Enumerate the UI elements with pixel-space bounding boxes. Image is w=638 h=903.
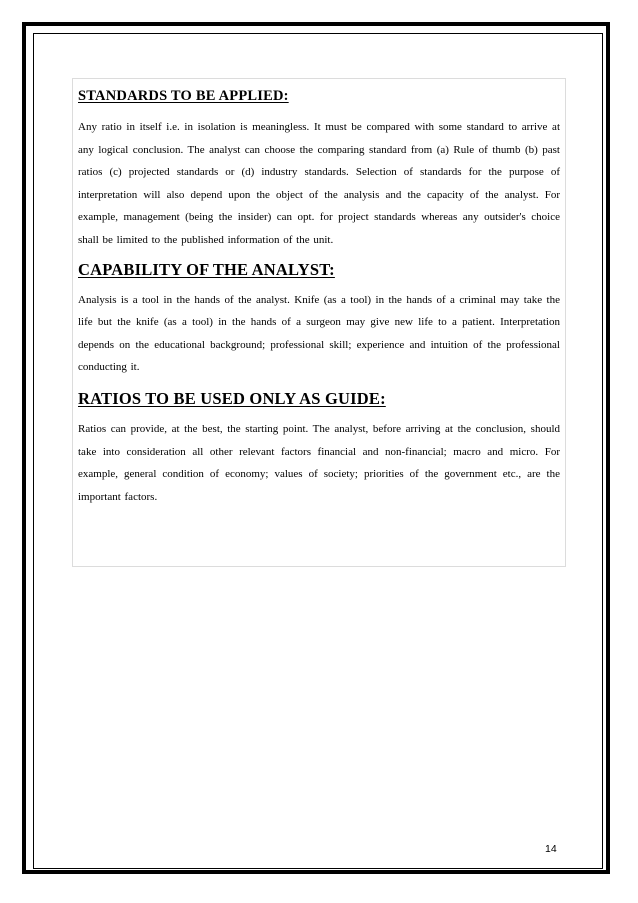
heading-capability-of-the-analyst: CAPABILITY OF THE ANALYST:: [78, 259, 335, 279]
content-box: [72, 78, 566, 567]
heading-ratios-as-guide: RATIOS TO BE USED ONLY AS GUIDE:: [78, 388, 386, 408]
paragraph-ratios-as-guide: Ratios can provide, at the best, the starting point. The analyst, before arriving at the conclusion, should take into consideration all other relevant factors financial and non-financial; macro and micro. For example, general condition of economy; values of society; priorities of the government etc., are the important factors.: [78, 422, 560, 503]
page-number: 14: [545, 843, 557, 855]
heading-standards-to-be-applied: STANDARDS TO BE APPLIED:: [78, 88, 289, 104]
paragraph-capability-of-the-analyst: Analysis is a tool in the hands of the analyst. Knife (as a tool) in the hands of a criminal may take the life but the knife (as a tool) in the hands of a surgeon may give new life to a patient. Interpretation depends on the educational background; professional skill; experience and intuition of the professional conducting it.: [78, 293, 560, 374]
paragraph-standards-to-be-applied: Any ratio in itself i.e. in isolation is meaningless. It must be compared with some standard to arrive at any logical conclusion. The analyst can choose the comparing standard from (a) Rule of thumb (b) past ratios (c) projected standards or (d) industry standards. Selection of standards for the purpose of interpretation will also depend upon the object of the analysis and the capacity of the analyst. For example, management (being the insider) can opt. for project standards whereas any outsider's choice shall be limited to the published information of the unit.: [78, 121, 560, 246]
